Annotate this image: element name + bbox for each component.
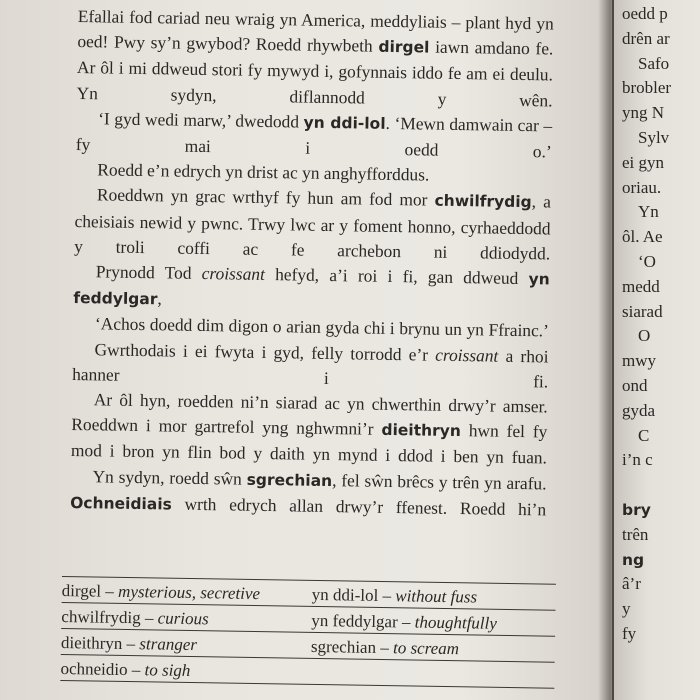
glossary-entry [306,585,556,609]
right-line [622,548,700,573]
right-line: Sylv [638,127,670,147]
text-run: a rhoi hanner i fi. [72,345,549,392]
right-line: Yn [638,202,659,222]
text-run: hwn fel fy mod i bron yn flin bod y daith yn mynd i ddod i ben yn fuan. [70,420,548,468]
right-bold-fragment: ng [622,550,645,569]
glossary-term: dirgel [61,580,102,601]
glossary-term: yn ddi-lol [311,584,379,605]
glossary-dash: – [122,633,140,654]
italic-word-croissant: croissant [201,263,266,284]
glossary-definition: to sigh [144,660,191,681]
highlighted-word-dieithryn: dieithryn [381,421,462,441]
paragraph-2 [76,106,553,165]
right-line: siarad [622,301,663,321]
italic-word-croissant: croissant [435,344,499,366]
right-line: brobler [622,78,672,98]
glossary-dash: – [378,585,396,606]
text-run: Roeddwn yn grac wrthyf fy hun am fod mor [96,184,435,211]
right-line: oriau. [622,177,662,197]
right-line: Safo [638,53,670,73]
glossary-term: ochneidio [60,658,128,680]
right-line: y [622,599,631,619]
right-line: yng N [622,103,665,123]
glossary-dash: – [140,608,158,628]
glossary-entry [305,637,555,661]
right-line: oedd p [622,4,668,23]
highlighted-word-dirgel: dirgel [378,37,430,57]
paragraph-8 [71,387,548,471]
right-bold-fragment: bry [622,500,651,519]
text-run: Prynodd Tod [95,261,202,284]
main-text [70,4,554,523]
text-run: . ‘Mewn damwain car – fy mai i oedd o.’ [75,112,553,162]
right-line: trên [622,524,649,544]
paragraph-9 [70,464,547,524]
paragraph-1 [76,4,554,113]
right-line: i’n c [622,450,653,470]
right-line [622,498,700,523]
glossary-term: sgrechian [310,636,377,657]
right-page [614,0,700,700]
text-run: , a cheisiais newid y pwnc. Trwy lwc ar y foment honno, cyrhaeddodd y troli coffi ac fe archebon ni ddiodydd. [74,191,552,264]
highlighted-word-yn-feddylgar: yn feddylgar [73,270,550,309]
right-line: ond [622,375,648,395]
text-run: hefyd, a’i roi i fi, gan ddweud [264,264,529,289]
glossary-entry [62,581,306,605]
right-line: drên ar [622,28,670,48]
text-run: ‘Achos doedd dim digon o arian gyda chi i brynu un yn Ffrainc.’ [94,313,550,341]
right-line [622,473,700,498]
text-run: ‘I gyd wedi marw,’ dwedodd [98,108,304,132]
right-line: â’r [622,574,641,594]
glossary-box [60,576,556,689]
glossary-term: yn feddylgar [311,610,398,632]
right-line: gyda [622,400,656,420]
glossary-dash: – [397,612,415,632]
right-page-text [622,2,700,647]
right-line: C [638,425,650,445]
glossary-entry [305,611,555,635]
glossary-entry [60,659,308,683]
right-line: ei gyn [622,152,665,172]
text-run: , fel sŵn brêcs y trên yn arafu. [332,469,547,494]
text-run: , [157,288,162,309]
right-line: ôl. Ae [622,227,663,247]
right-line: ‘O [638,251,656,271]
right-line: medd [622,276,660,296]
glossary-entry [61,607,305,631]
glossary-definition: to scream [392,638,460,659]
highlighted-word-sgrechian: sgrechian [246,470,333,490]
glossary-definition: curious [157,608,209,629]
glossary-dash: – [375,637,394,658]
paragraph-4 [74,182,551,266]
right-line: O [638,326,651,346]
text-run: Roedd e’n edrych yn drist ac yn anghyfforddus. [97,159,430,185]
glossary-term: dieithryn [60,632,123,653]
text-run: Gwrthodais i ei fwyta i gyd, felly torrodd e’r [94,338,436,365]
right-line: fy [622,623,637,643]
highlighted-word-ochneidiais: Ochneidiais [70,493,172,514]
glossary-definition: stranger [139,634,198,655]
right-line: mwy [622,351,656,371]
glossary-definition: without fuss [395,586,478,607]
paragraph-5 [73,259,550,319]
glossary-entry [61,633,305,657]
text-run: Yn sydyn, roedd sŵn [92,465,247,489]
glossary-definition: thoughtfully [414,612,498,633]
highlighted-word-yn-ddi-lol: yn ddi-lol [303,113,386,133]
glossary-term: chwilfrydig [61,606,141,628]
glossary-dash: – [127,660,145,680]
paragraph-7 [72,337,549,395]
glossary-definition: mysterious, secretive [117,581,261,604]
highlighted-word-chwilfrydig: chwilfrydig [434,192,532,212]
text-run: iawn amdano fe. Ar ôl i mi ddweud stori fy mywyd i, gofynnais iddo fe am ei deulu. Yn sydyn, diflannodd y wên. [76,36,554,111]
text-run: Ar ôl hyn, roedden ni’n siarad ac yn chwerthin drwy’r amser. Roeddwn i mor gartrefol yng nghwmni’r [71,389,548,440]
glossary-dash: – [100,581,119,601]
text-run: Efallai fod cariad neu wraig yn America, meddyliais – plant hyd yn oed! Pwy sy’n gwybod? Roedd rhywbeth [77,5,554,56]
text-run: wrth edrych allan drwy’r ffenest. Roedd hi’n [171,493,547,520]
